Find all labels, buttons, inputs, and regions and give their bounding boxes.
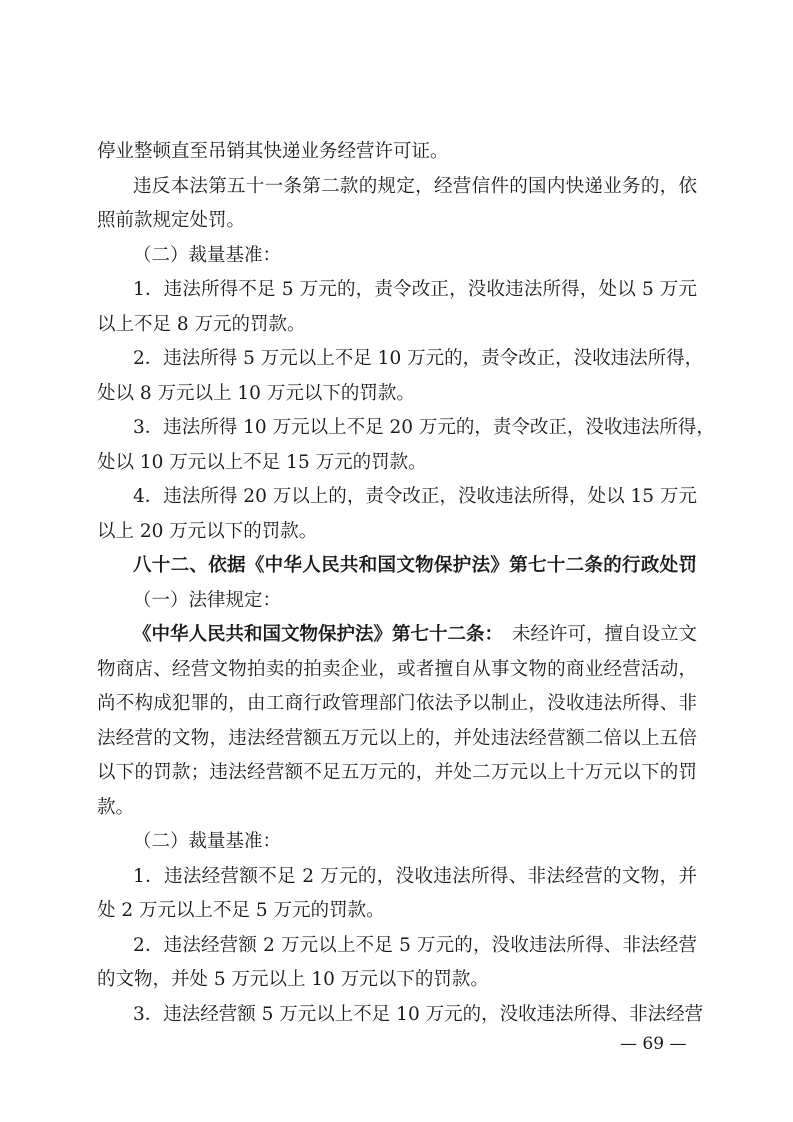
law-citation: 《中华人民共和国文物保护法》第七十二条： [133, 624, 504, 645]
body-text-line: 物商店、经营文物拍卖的拍卖企业，或者擅自从事文物的商业经营活动， [97, 659, 697, 680]
list-item: 3．违法所得 10 万元以上不足 20 万元的，责令改正，没收违法所得， [133, 417, 715, 438]
body-text-line: 处以 10 万元以上不足 15 万元的罚款。 [97, 452, 427, 473]
section-heading: 八十二、依据《中华人民共和国文物保护法》第七十二条的行政处罚 [133, 555, 697, 576]
list-item: 3．违法经营额 5 万元以上不足 10 万元的，没收违法所得、非法经营 [133, 1004, 704, 1025]
body-text-line: 尚不构成犯罪的，由工商行政管理部门依法予以制止，没收违法所得、非 [97, 693, 697, 714]
law-paragraph-first-line [133, 620, 697, 650]
subsection-heading: （一）法律规定： [133, 590, 282, 611]
body-text-line: 处 2 万元以上不足 5 万元的罚款。 [97, 900, 385, 921]
body-text-line: 以上不足 8 万元的罚款。 [97, 314, 306, 335]
list-item: 2．违法经营额 2 万元以上不足 5 万元的，没收违法所得、非法经营 [133, 935, 697, 956]
body-text-line: 照前款规定处罚。 [97, 210, 246, 231]
body-text-line: 停业整顿直至吊销其快递业务经营许可证。 [97, 141, 449, 162]
body-text-line: 的文物，并处 5 万元以上 10 万元以下的罚款。 [97, 969, 489, 990]
body-text-line: 违反本法第五十一条第二款的规定，经营信件的国内快递业务的，依 [133, 176, 697, 197]
body-text-line: 以上 20 万元以下的罚款。 [97, 521, 318, 542]
subsection-heading: （二）裁量基准： [133, 831, 282, 852]
body-text-line: 款。 [97, 797, 135, 818]
body-text-line: 以下的罚款；违法经营额不足五万元的，并处二万元以上十万元以下的罚 [97, 762, 697, 783]
list-item: 2．违法所得 5 万元以上不足 10 万元的，责令改正，没收违法所得， [133, 348, 704, 369]
body-text-line: 处以 8 万元以上 10 万元以下的罚款。 [97, 383, 415, 404]
list-item: 4．违法所得 20 万以上的，责令改正，没收违法所得，处以 15 万元 [133, 486, 697, 507]
body-text-line: 法经营的文物，违法经营额五万元以上的，并处违法经营额二倍以上五倍 [97, 728, 697, 749]
law-text-start: 未经许可，擅自设立文 [511, 624, 697, 645]
page-number: — 69 — [620, 1034, 687, 1054]
list-item: 1．违法经营额不足 2 万元的，没收违法所得、非法经营的文物，并 [133, 866, 697, 887]
list-item: 1．违法所得不足 5 万元的，责令改正，没收违法所得，处以 5 万元 [133, 279, 697, 300]
subsection-heading: （二）裁量基准： [133, 245, 282, 266]
